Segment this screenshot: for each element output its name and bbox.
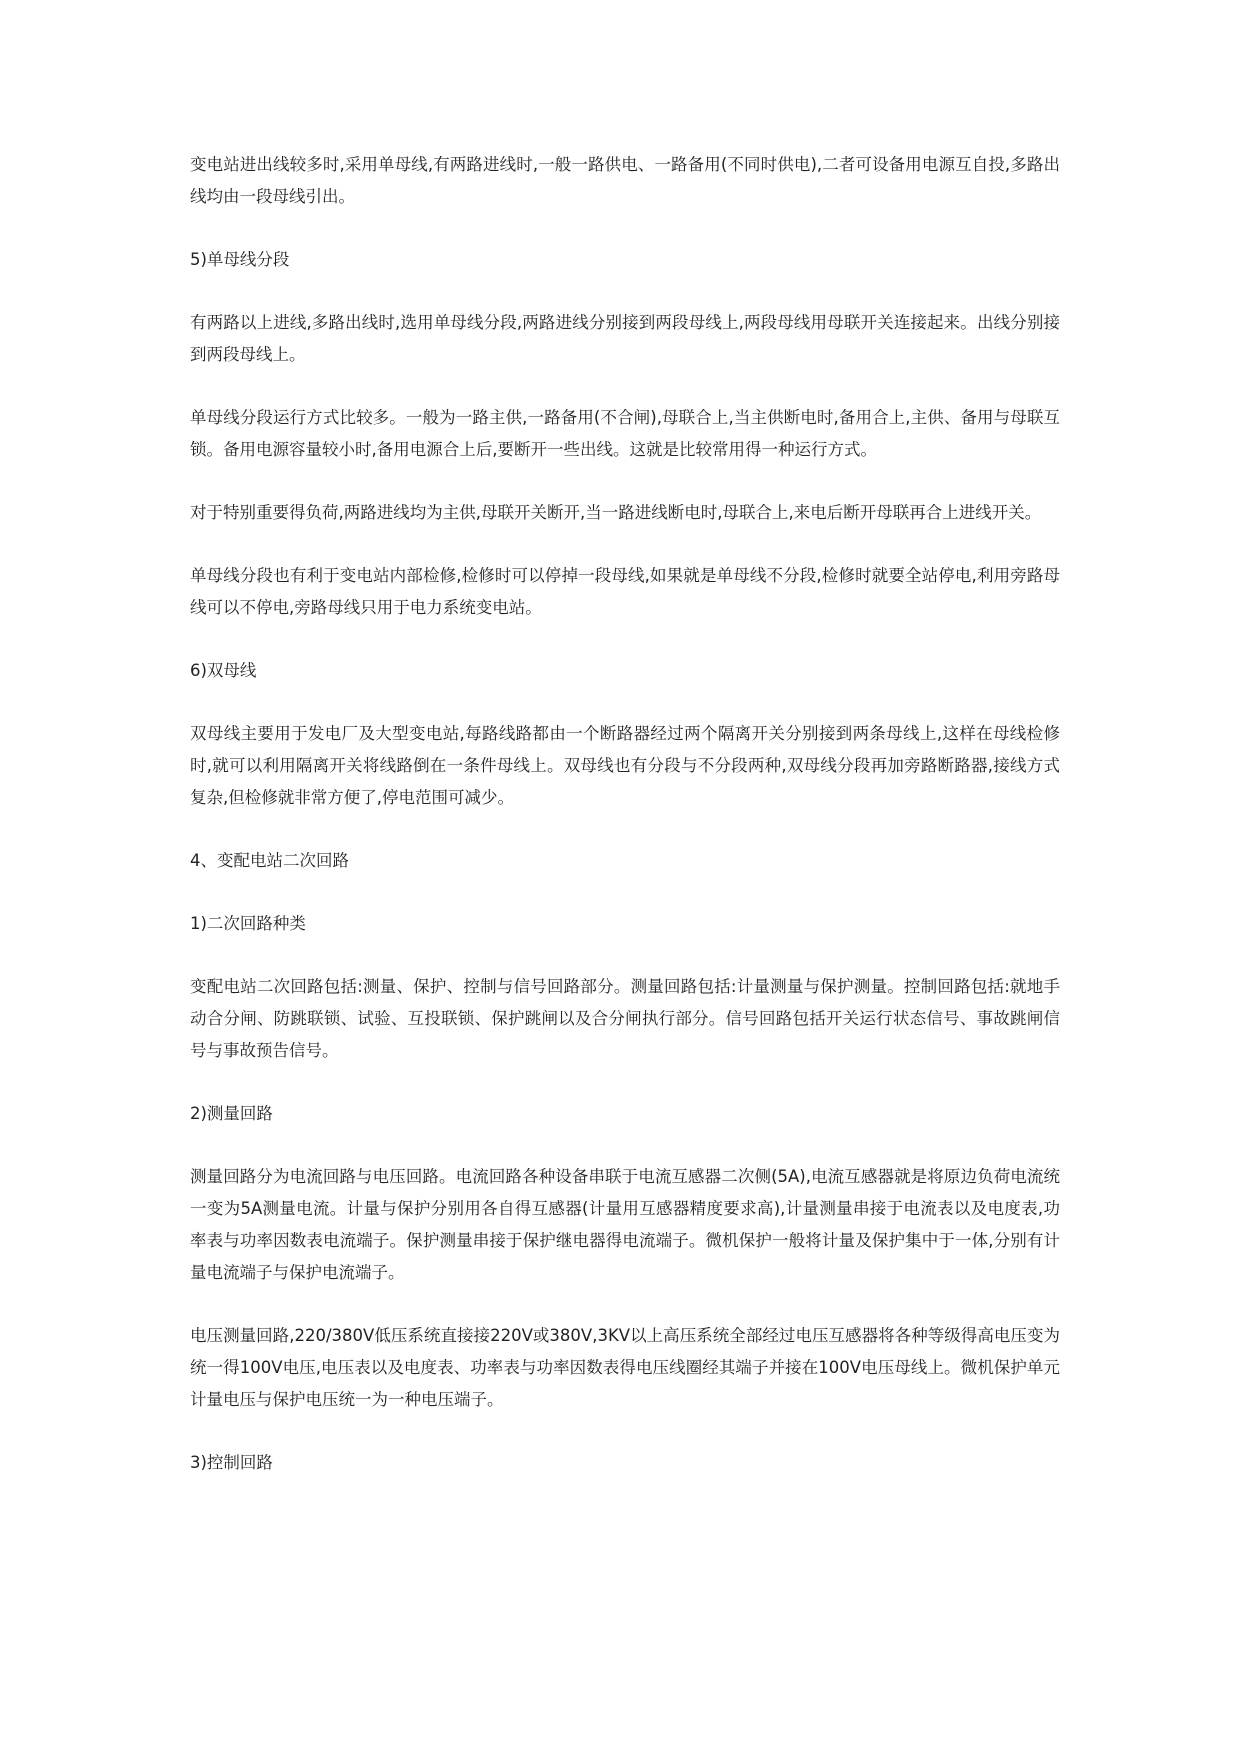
paragraph-busbar-intro: 变电站进出线较多时,采用单母线,有两路进线时,一般一路供电、一路备用(不同时供电),二者可设备用电源互自投,多路出线均由一段母线引出。 xyxy=(190,155,1060,206)
heading-secondary-circuit: 4、变配电站二次回路 xyxy=(190,851,349,870)
heading-single-busbar-sectioned: 5)单母线分段 xyxy=(190,250,290,269)
document-body xyxy=(190,149,1060,1510)
paragraph-circuit-types: 变配电站二次回路包括:测量、保护、控制与信号回路部分。测量回路包括:计量测量与保护测量。控制回路包括:就地手动合分闸、防跳联锁、试验、互投联锁、保护跳闸以及合分闸执行部分。信号回路包括开关运行状态信号、事故跳闸信号与事故预告信号。 xyxy=(190,977,1060,1060)
paragraph-important-loads: 对于特别重要得负荷,两路进线均为主供,母联开关断开,当一路进线断电时,母联合上,来电后断开母联再合上进线开关。 xyxy=(190,503,1042,522)
paragraph-voltage-measurement: 电压测量回路,220/380V低压系统直接接220V或380V,3KV以上高压系统全部经过电压互感器将各种等级得高电压变为统一得100V电压,电压表以及电度表、功率表与功率因数表得电压线圈经其端子并接在100V电压母线上。微机保护单元计量电压与保护电压统一为一种电压端子。 xyxy=(190,1326,1060,1409)
paragraph-sectioned-operation: 单母线分段运行方式比较多。一般为一路主供,一路备用(不合闸),母联合上,当主供断电时,备用合上,主供、备用与母联互锁。备用电源容量较小时,备用电源合上后,要断开一些出线。这就是比较常用得一种运行方式。 xyxy=(190,408,1060,459)
heading-circuit-types: 1)二次回路种类 xyxy=(190,914,306,933)
heading-double-busbar: 6)双母线 xyxy=(190,661,257,680)
paragraph-double-busbar: 双母线主要用于发电厂及大型变电站,每路线路都由一个断路器经过两个隔离开关分别接到两条母线上,这样在母线检修时,就可以利用隔离开关将线路倒在一条件母线上。双母线也有分段与不分段两种,双母线分段再加旁路断路器,接线方式复杂,但检修就非常方便了,停电范围可减少。 xyxy=(190,724,1060,807)
paragraph-sectioned-overview: 有两路以上进线,多路出线时,选用单母线分段,两路进线分别接到两段母线上,两段母线用母联开关连接起来。出线分别接到两段母线上。 xyxy=(190,313,1060,364)
paragraph-maintenance: 单母线分段也有利于变电站内部检修,检修时可以停掉一段母线,如果就是单母线不分段,检修时就要全站停电,利用旁路母线可以不停电,旁路母线只用于电力系统变电站。 xyxy=(190,566,1060,617)
paragraph-current-measurement: 测量回路分为电流回路与电压回路。电流回路各种设备串联于电流互感器二次侧(5A),电流互感器就是将原边负荷电流统一变为5A测量电流。计量与保护分别用各自得互感器(计量用互感器精度要求高),计量测量串接于电流表以及电度表,功率表与功率因数表电流端子。保护测量串接于保护继电器得电流端子。微机保护一般将计量及保护集中于一体,分别有计量电流端子与保护电流端子。 xyxy=(190,1167,1060,1282)
heading-measurement-circuit: 2)测量回路 xyxy=(190,1104,273,1123)
heading-control-circuit: 3)控制回路 xyxy=(190,1453,273,1472)
